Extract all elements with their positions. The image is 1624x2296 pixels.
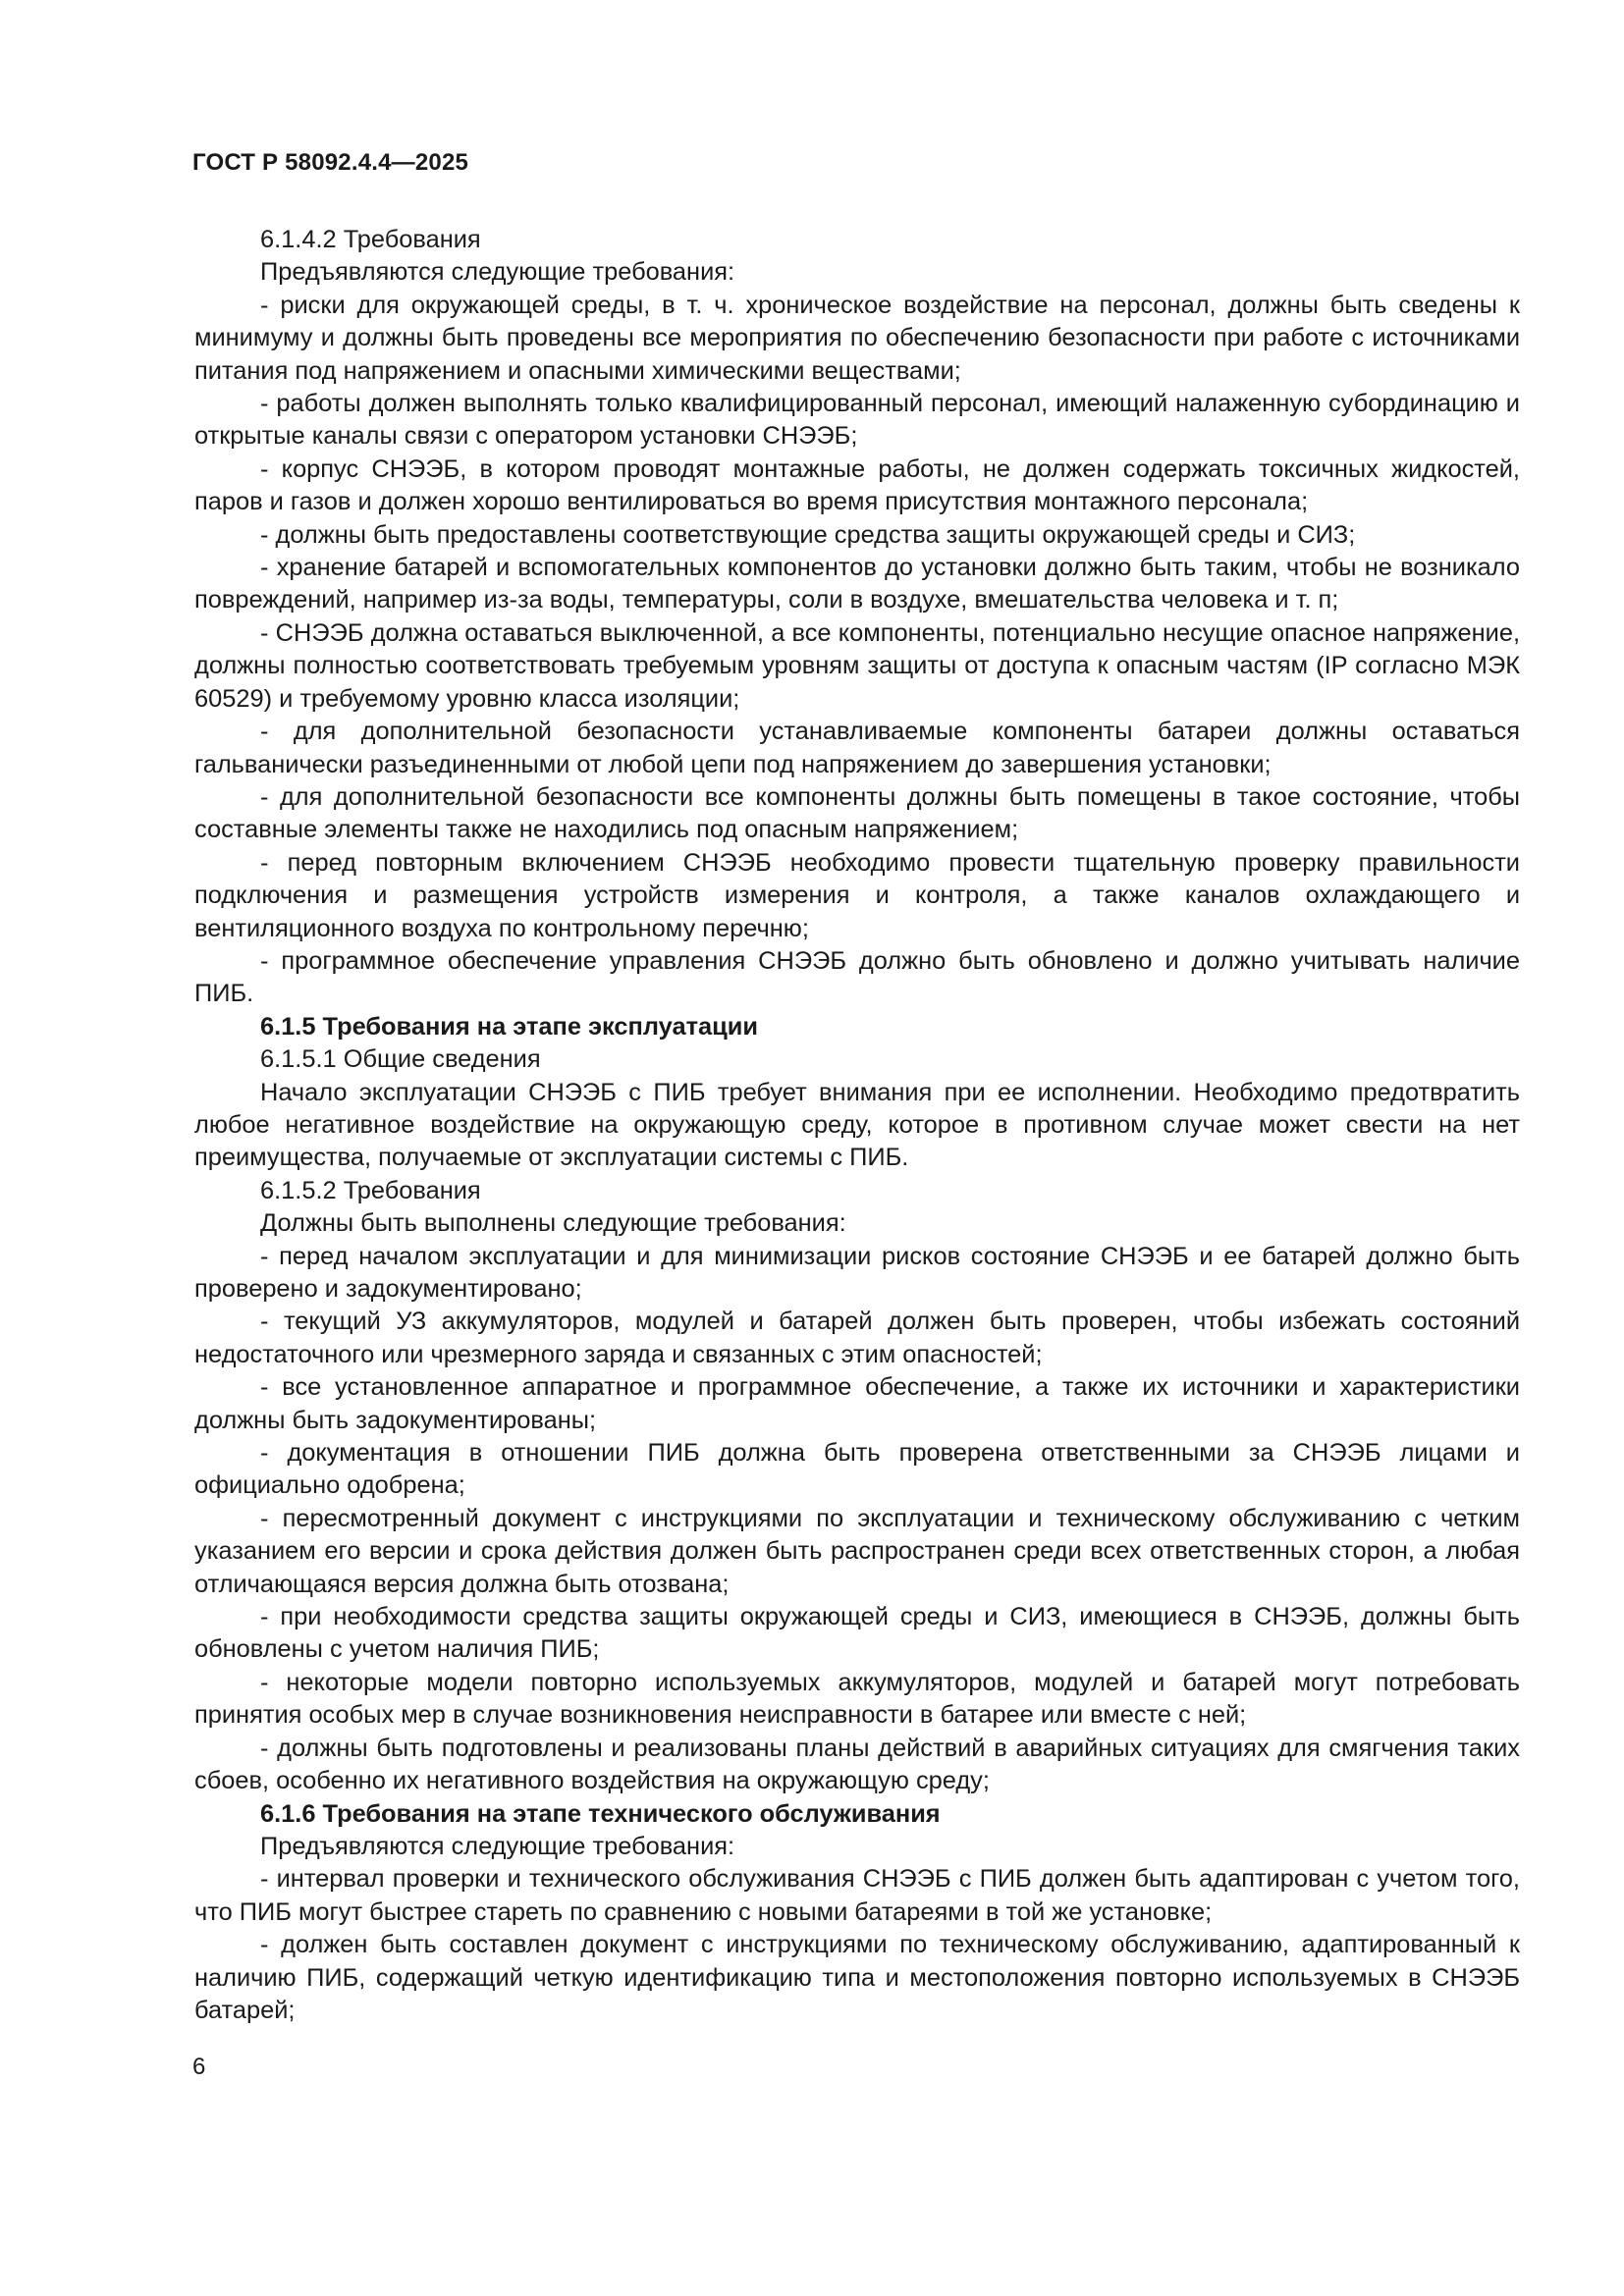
paragraph: - корпус СНЭЭБ, в котором проводят монтажные работы, не должен содержать токсичных жидкостей, паров и газов и должен хорошо вентилироваться во время присутствия монтажного персонала; [194, 454, 1520, 516]
paragraph: - риски для окружающей среды, в т. ч. хроническое воздействие на персонал, должны быть сведены к минимуму и должны быть проведены все мероприятия по обеспечению безопасности при работе с источниками питания под напряжением и опасными химическими веществами; [194, 291, 1520, 385]
paragraph: - должны быть предоставлены соответствующие средства защиты окружающей среды и СИЗ; [260, 520, 1356, 549]
paragraph: - для дополнительной безопасности все компоненты должны быть помещены в такое состояние, чтобы составные элементы также не находились под опасным напряжением; [194, 782, 1520, 844]
paragraph: 6.1.5.1 Общие сведения [260, 1045, 541, 1074]
paragraph: - программное обеспечение управления СНЭЭБ должно быть обновлено и должно учитывать наличие ПИБ. [194, 946, 1520, 1008]
paragraph: - некоторые модели повторно используемых аккумуляторов, модулей и батарей могут потребовать принятия особых мер в случае возникновения неисправности в батарее или вместе с ней; [194, 1668, 1520, 1730]
paragraph: - документация в отношении ПИБ должна быть проверена ответственными за СНЭЭБ лицами и официально одобрена; [194, 1439, 1520, 1500]
paragraph: - при необходимости средства защиты окружающей среды и СИЗ, имеющиеся в СНЭЭБ, должны быть обновлены с учетом наличия ПИБ; [194, 1603, 1520, 1664]
paragraph: - перед повторным включением СНЭЭБ необходимо провести тщательную проверку правильности подключения и размещения устройств измерения и контроля, а также каналов охлаждающего и вентиляционного воздуха по контрольному перечню; [194, 848, 1520, 942]
paragraph: - все установленное аппаратное и программное обеспечение, а также их источники и характеристики должны быть задокументированы; [194, 1373, 1520, 1434]
paragraph: Должны быть выполнены следующие требования: [260, 1209, 846, 1238]
page-number: 6 [192, 2054, 206, 2080]
paragraph: - работы должен выполнять только квалифицированный персонал, имеющий налаженную субординацию и открытые каналы связи с оператором установки СНЭЭБ; [194, 390, 1520, 451]
paragraph: Начало эксплуатации СНЭЭБ с ПИБ требует внимания при ее исполнении. Необходимо предотвратить любое негативное воздействие на окружающую среду, которое в противном случае может свести на нет преимущества, получаемые от эксплуатации системы с ПИБ. [194, 1078, 1520, 1172]
paragraph: - пересмотренный документ с инструкциями по эксплуатации и техническому обслуживанию с четким указанием его версии и срока действия должен быть распространен среди всех ответственных сторон, а любая отличающаяся версия должна быть отозвана; [194, 1504, 1520, 1598]
paragraph: Предъявляются следующие требования: [260, 1832, 735, 1860]
document-body [194, 224, 1520, 2027]
section-heading: 6.1.5 Требования на этапе эксплуатации [260, 1012, 758, 1041]
document-header: ГОСТ Р 58092.4.4—2025 [192, 149, 469, 176]
paragraph: - должен быть составлен документ с инструкциями по техническому обслуживанию, адаптированный к наличию ПИБ, содержащий четкую идентификацию типа и местоположения повторно используемых в СНЭЭБ батарей; [194, 1931, 1520, 2024]
paragraph: - хранение батарей и вспомогательных компонентов до установки должно быть таким, чтобы не возникало повреждений, например из-за воды, температуры, соли в воздухе, вмешательства человека и т. п; [194, 554, 1520, 614]
paragraph: - перед началом эксплуатации и для минимизации рисков состояние СНЭЭБ и ее батарей должно быть проверено и задокументировано; [194, 1242, 1520, 1303]
paragraph: - должны быть подготовлены и реализованы планы действий в аварийных ситуациях для смягчения таких сбоев, особенно их негативного воздействия на окружающую среду; [194, 1734, 1520, 1795]
paragraph: - СНЭЭБ должна оставаться выключенной, а все компоненты, потенциально несущие опасное напряжение, должны полностью соответствовать требуемым уровням защиты от доступа к опасным частям (IP согласно МЭК 60529) и требуемому уровню класса изоляции; [194, 618, 1520, 713]
section-heading: 6.1.6 Требования на этапе технического обслуживания [260, 1799, 941, 1828]
paragraph: Предъявляются следующие требования: [260, 258, 735, 287]
paragraph: - для дополнительной безопасности устанавливаемые компоненты батареи должны оставаться гальванически разъединенными от любой цепи под напряжением до завершения установки; [194, 718, 1520, 778]
paragraph: 6.1.5.2 Требования [260, 1176, 481, 1204]
paragraph: - текущий УЗ аккумуляторов, модулей и батарей должен быть проверен, чтобы избежать состояний недостаточного или чрезмерного заряда и связанных с этим опасностей; [194, 1308, 1520, 1368]
paragraph: 6.1.4.2 Требования [260, 226, 481, 253]
paragraph: - интервал проверки и технического обслуживания СНЭЭБ с ПИБ должен быть адаптирован с учетом того, что ПИБ могут быстрее стареть по сравнению с новыми батареями в той же установке; [194, 1865, 1520, 1926]
